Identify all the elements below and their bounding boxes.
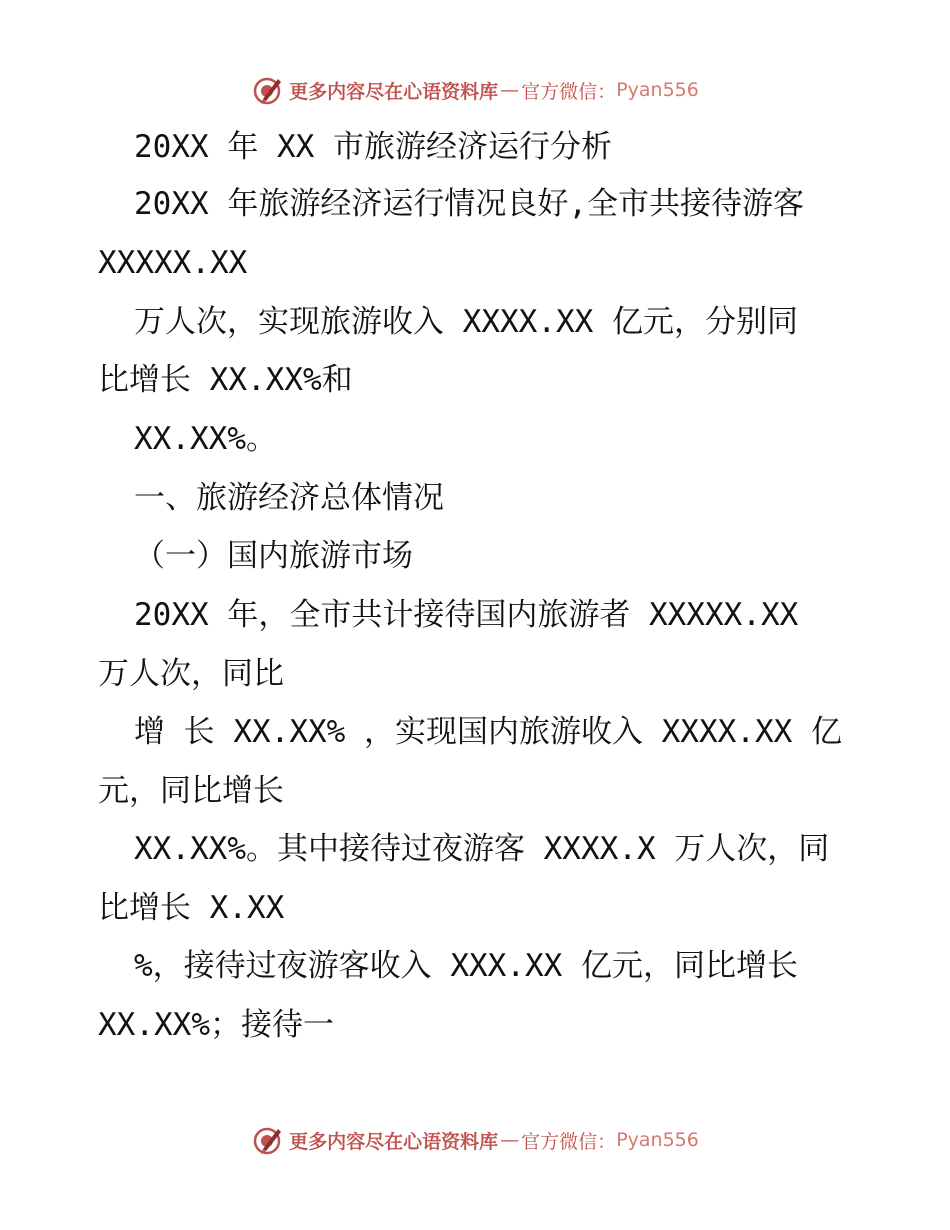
paragraph-line: XX.XX%。其中接待过夜游客 XXXX.X 万人次，同 — [134, 831, 830, 867]
paragraph-line: 比增长 X.XX — [98, 890, 285, 926]
paragraph-line: 比增长 XX.XX%和 — [98, 362, 353, 398]
pen-logo-icon — [251, 1123, 285, 1157]
paragraph-line: 万人次，同比 — [98, 656, 284, 692]
paragraph-line: 万人次，实现旅游收入 XXXX.XX 亿元，分别同 — [134, 304, 798, 340]
paragraph-line: XX.XX%；接待一 — [98, 1007, 334, 1043]
paragraph-line: 增 长 XX.XX% ，实现国内旅游收入 XXXX.XX 亿 — [134, 714, 842, 750]
paragraph-line: XXXXX.XX — [98, 245, 248, 281]
banner-wechat-label: 官方微信： — [521, 1130, 617, 1153]
banner-separator: — — [500, 79, 520, 101]
banner-wechat-id: Pyan556 — [616, 1129, 699, 1151]
header-banner — [0, 72, 950, 108]
paragraph-line: 20XX 年，全市共计接待国内旅游者 XXXXX.XX — [134, 597, 799, 633]
paragraph-line: %，接待过夜游客收入 XXX.XX 亿元，同比增长 — [134, 948, 798, 984]
subsection-heading: （一）国内旅游市场 — [134, 538, 413, 574]
paragraph-line: 20XX 年旅游经济运行情况良好,全市共接待游客 — [134, 186, 804, 222]
banner-title: 更多内容尽在心语资料库 — [289, 80, 499, 103]
pen-logo-icon — [251, 73, 285, 107]
paragraph-line: XX.XX%。 — [134, 421, 277, 457]
paragraph-line: 元，同比增长 — [98, 773, 284, 809]
banner-separator: — — [500, 1129, 520, 1151]
banner-title: 更多内容尽在心语资料库 — [289, 1130, 499, 1153]
banner-wechat-label: 官方微信： — [521, 80, 617, 103]
section-heading: 一、旅游经济总体情况 — [134, 480, 444, 516]
banner-wechat-id: Pyan556 — [616, 79, 699, 101]
footer-banner — [0, 1122, 950, 1158]
document-title: 20XX 年 XX 市旅游经济运行分析 — [134, 129, 612, 165]
